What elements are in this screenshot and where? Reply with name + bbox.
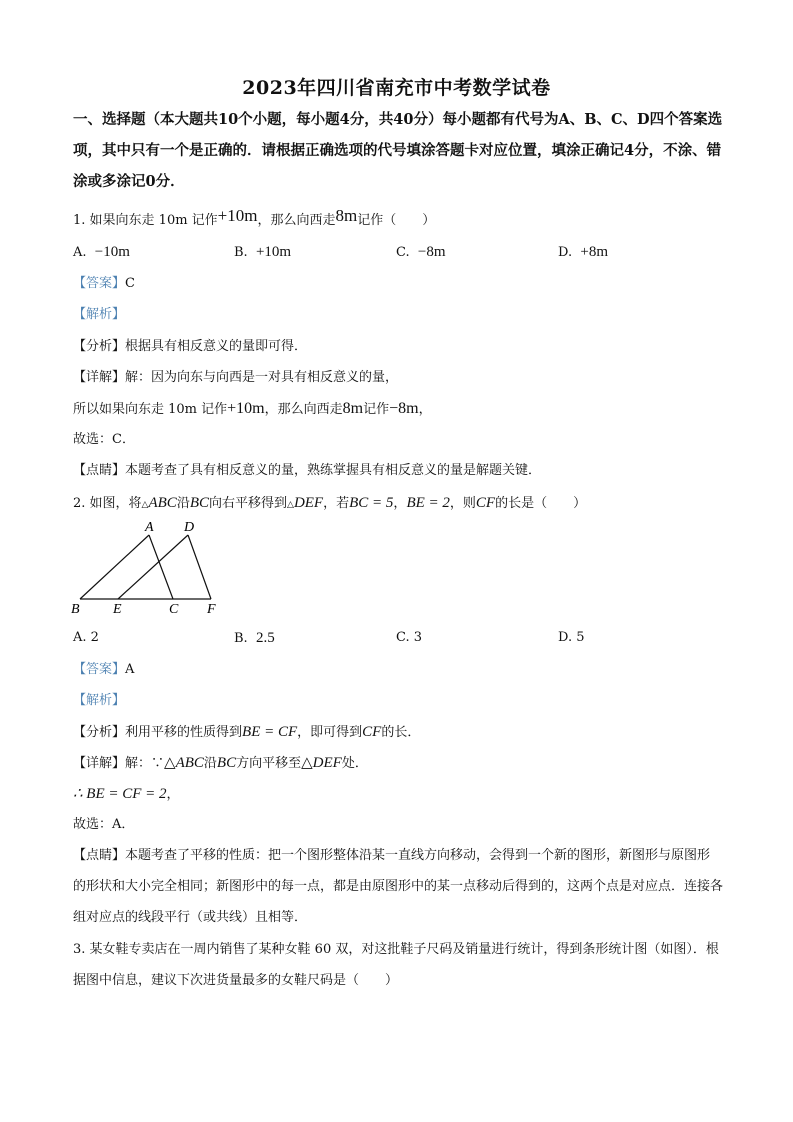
side-df [188, 535, 211, 599]
q1-stem-text-c: 记作（ ） [357, 213, 436, 228]
q1-stem-text-b: ，那么向西走 [257, 213, 336, 228]
q1-xiangjie: 【详解】解：因为向东与向西是一对具有相反意义的量， [73, 370, 399, 385]
q1-xiangjie-line2: 所以如果向东走 10m 记作+10m，那么向西走8m记作−8m， [73, 400, 432, 417]
q2-xiangjie: 【详解】解：∵△ABC沿BC方向平移至△DEF处． [73, 755, 368, 771]
q1-dianjing: 【点睛】本题考查了具有相反意义的量，熟练掌握具有相反意义的量是解题关键． [73, 463, 542, 478]
translation-triangles-figure [66, 517, 226, 617]
question-2-stem: 2. 如图，将△ABC沿BC向右平移得到△DEF，若BC = 5，BE = 2，则CF的长是（ ） [73, 495, 587, 511]
q2-option-b: B. 2.5 [234, 630, 275, 646]
q2-option-a: A. 2 [73, 630, 99, 645]
page-title: 2023年四川省南充市中考数学试卷 [242, 77, 551, 99]
q2-therefore: ∴ BE = CF = 2， [73, 786, 180, 802]
q1-option-a: A. −10m [73, 244, 130, 260]
answer-tag: 【答案】 [73, 276, 126, 291]
side-ba [80, 535, 149, 599]
q1-stem-math-2: 8m [335, 206, 358, 225]
q1-choose: 故选：C． [73, 432, 135, 447]
label-f: F [207, 602, 216, 617]
section-heading: 一、选择题（本大题共10个小题，每小题4分，共40分）每小题都有代号为A、B、C、D四个答案选项，其中只有一个是正确的．请根据正确选项的代号填涂答题卡对应位置，填涂正确记4分，不涂、错涂或多涂记0分． [73, 111, 723, 190]
label-a: A [145, 520, 154, 535]
q1-fenxi: 【分析】根据具有相反意义的量即可得． [73, 339, 308, 354]
q2-choose: 故选：A． [73, 817, 135, 832]
q1-option-b: B. +10m [234, 244, 292, 260]
q1-stem-math-1: +10m [217, 206, 258, 225]
q1-option-d: D. +8m [558, 244, 608, 260]
q1-answer: 【答案】C [73, 276, 135, 291]
q2-analysis-tag: 【解析】 [73, 693, 126, 708]
question-1-stem [73, 206, 436, 231]
label-e: E [113, 602, 122, 617]
label-d: D [184, 520, 195, 535]
q1-option-c: C. −8m [396, 244, 446, 260]
label-c: C [169, 602, 179, 617]
q2-dianjing: 【点睛】本题考查了平移的性质：把一个图形整体沿某一直线方向移动，会得到一个新的图形，新图形与原图形的形状和大小完全相同；新图形中的每一点，都是由原图形中的某一点移动后得到的，这两个点是对应点．连接各组对应点的线段平行（或共线）且相等． [73, 848, 724, 925]
q2-option-d: D. 5 [558, 630, 585, 645]
q1-stem-text-a: 1. 如果向东走 10m 记作 [73, 213, 218, 228]
q2-fenxi: 【分析】利用平移的性质得到BE = CF，即可得到CF的长． [73, 724, 421, 740]
q1-analysis-tag: 【解析】 [73, 307, 126, 322]
question-3-stem: 3. 某女鞋专卖店在一周内销售了某种女鞋 60 双，对这批鞋子尺码及销量进行统计，得到条形统计图（如图）．根据图中信息，建议下次进货量最多的女鞋尺码是（ ） [73, 942, 719, 988]
q2-option-c: C. 3 [396, 630, 423, 645]
q2-answer: 【答案】A [73, 662, 135, 677]
label-b: B [71, 602, 80, 617]
